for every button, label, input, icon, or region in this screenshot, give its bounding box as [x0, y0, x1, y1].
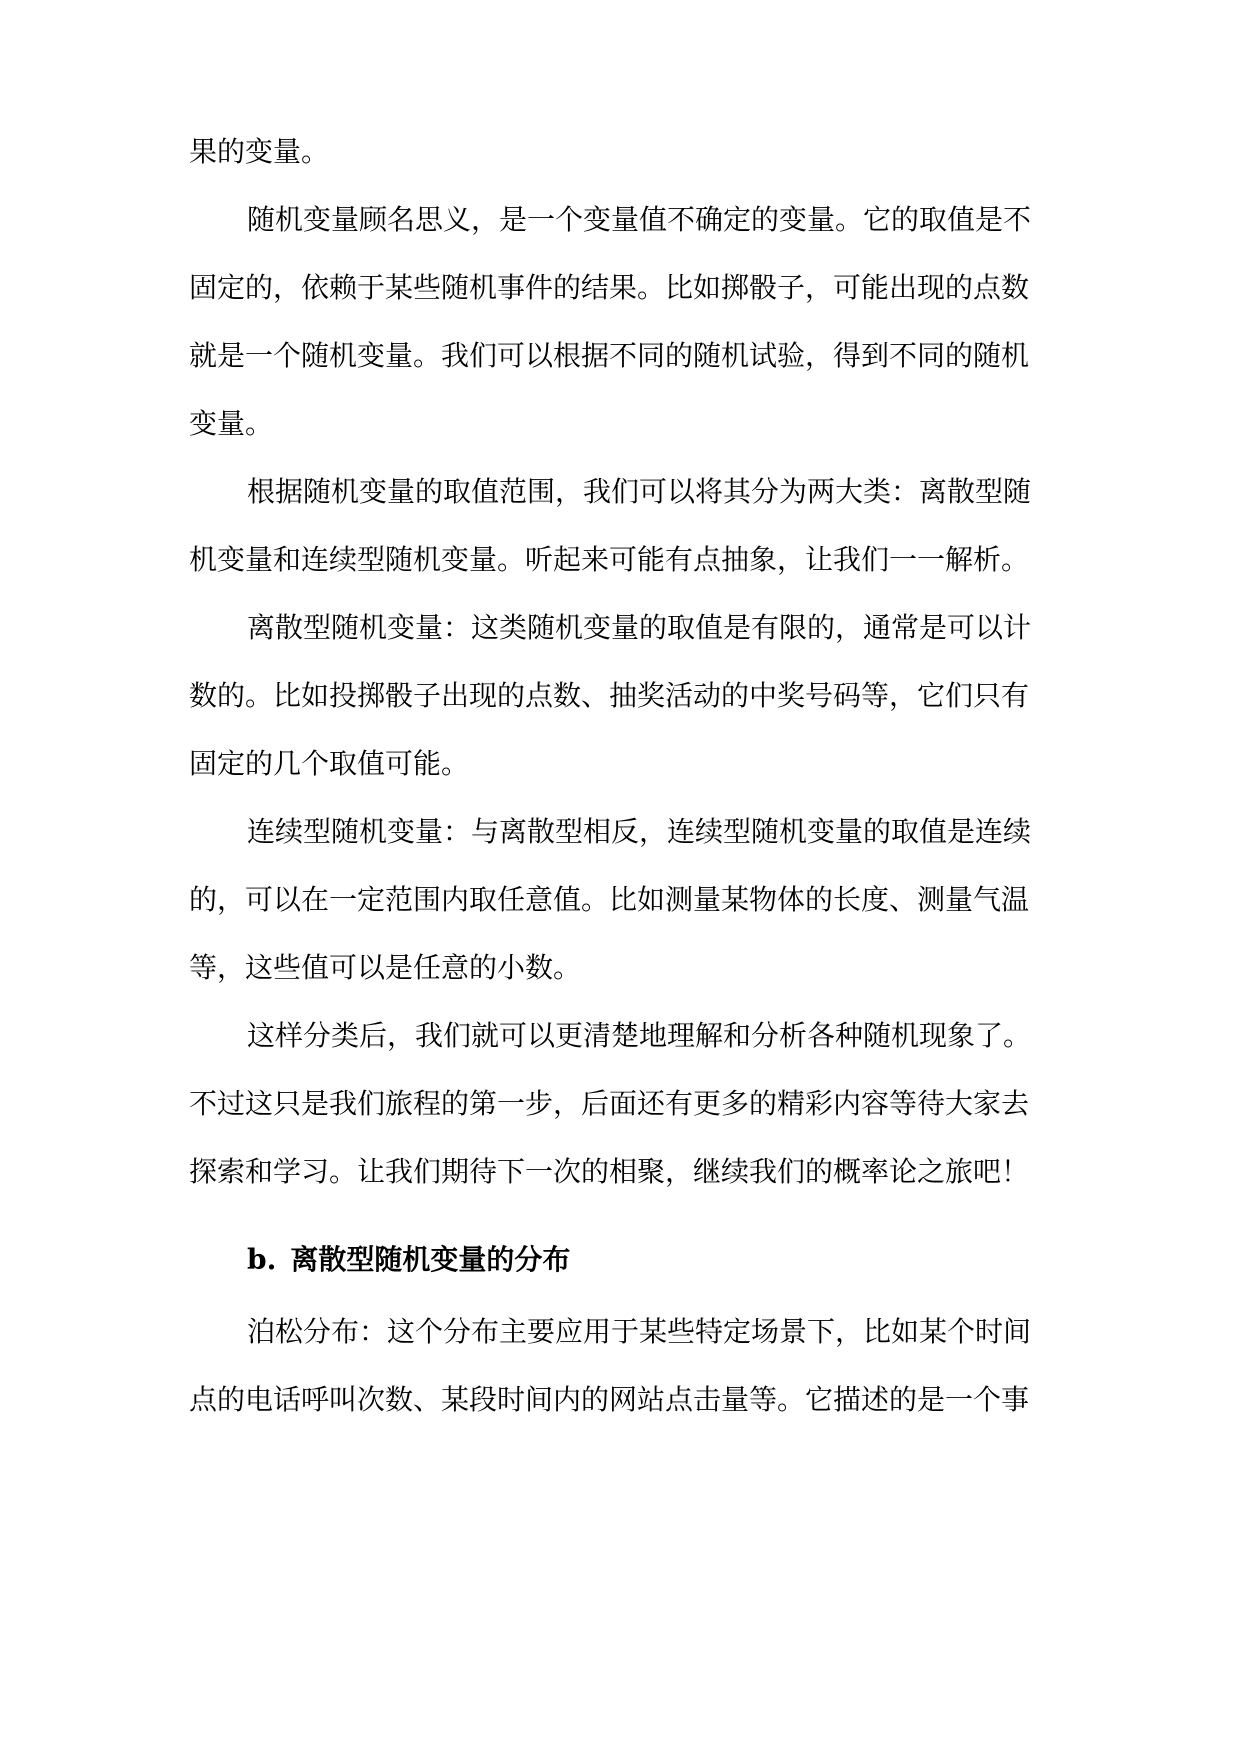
paragraph-line: 离散型随机变量：这类随机变量的取值是有限的，通常是可以计 — [247, 611, 1032, 644]
paragraph-line: 数的。比如投掷骰子出现的点数、抽奖活动的中奖号码等，它们只有 — [189, 679, 1030, 712]
paragraph-line: 固定的，依赖于某些随机事件的结果。比如掷骰子，可能出现的点数 — [189, 271, 1030, 304]
paragraph-line: 就是一个随机变量。我们可以根据不同的随机试验，得到不同的随机 — [189, 339, 1030, 372]
paragraph-line: 随机变量顾名思义，是一个变量值不确定的变量。它的取值是不 — [247, 203, 1032, 236]
paragraph-line: 固定的几个取值可能。 — [189, 747, 470, 780]
paragraph-line: 机变量和连续型随机变量。听起来可能有点抽象，让我们一一解析。 — [189, 543, 1030, 576]
paragraph-line: 泊松分布：这个分布主要应用于某些特定场景下，比如某个时间 — [247, 1315, 1032, 1348]
paragraph-line: 点的电话呼叫次数、某段时间内的网站点击量等。它描述的是一个事 — [189, 1383, 1030, 1416]
paragraph-line: 探索和学习。让我们期待下一次的相聚，继续我们的概率论之旅吧！ — [189, 1155, 1030, 1188]
paragraph-line: 等，这些值可以是任意的小数。 — [189, 951, 582, 984]
paragraph-line: 变量。 — [189, 407, 274, 440]
paragraph-line: 的，可以在一定范围内取任意值。比如测量某物体的长度、测量气温 — [189, 883, 1030, 916]
section-title: 离散型随机变量的分布 — [290, 1243, 571, 1276]
paragraph-line: 这样分类后，我们就可以更清楚地理解和分析各种随机现象了。 — [247, 1019, 1032, 1052]
section-heading — [247, 1240, 570, 1280]
section-number: b. — [247, 1243, 277, 1276]
paragraph-line: 果的变量。 — [189, 135, 330, 168]
paragraph-line: 根据随机变量的取值范围，我们可以将其分为两大类：离散型随 — [247, 475, 1032, 508]
paragraph-line: 不过这只是我们旅程的第一步，后面还有更多的精彩内容等待大家去 — [189, 1087, 1030, 1120]
paragraph-line: 连续型随机变量：与离散型相反，连续型随机变量的取值是连续 — [247, 815, 1032, 848]
